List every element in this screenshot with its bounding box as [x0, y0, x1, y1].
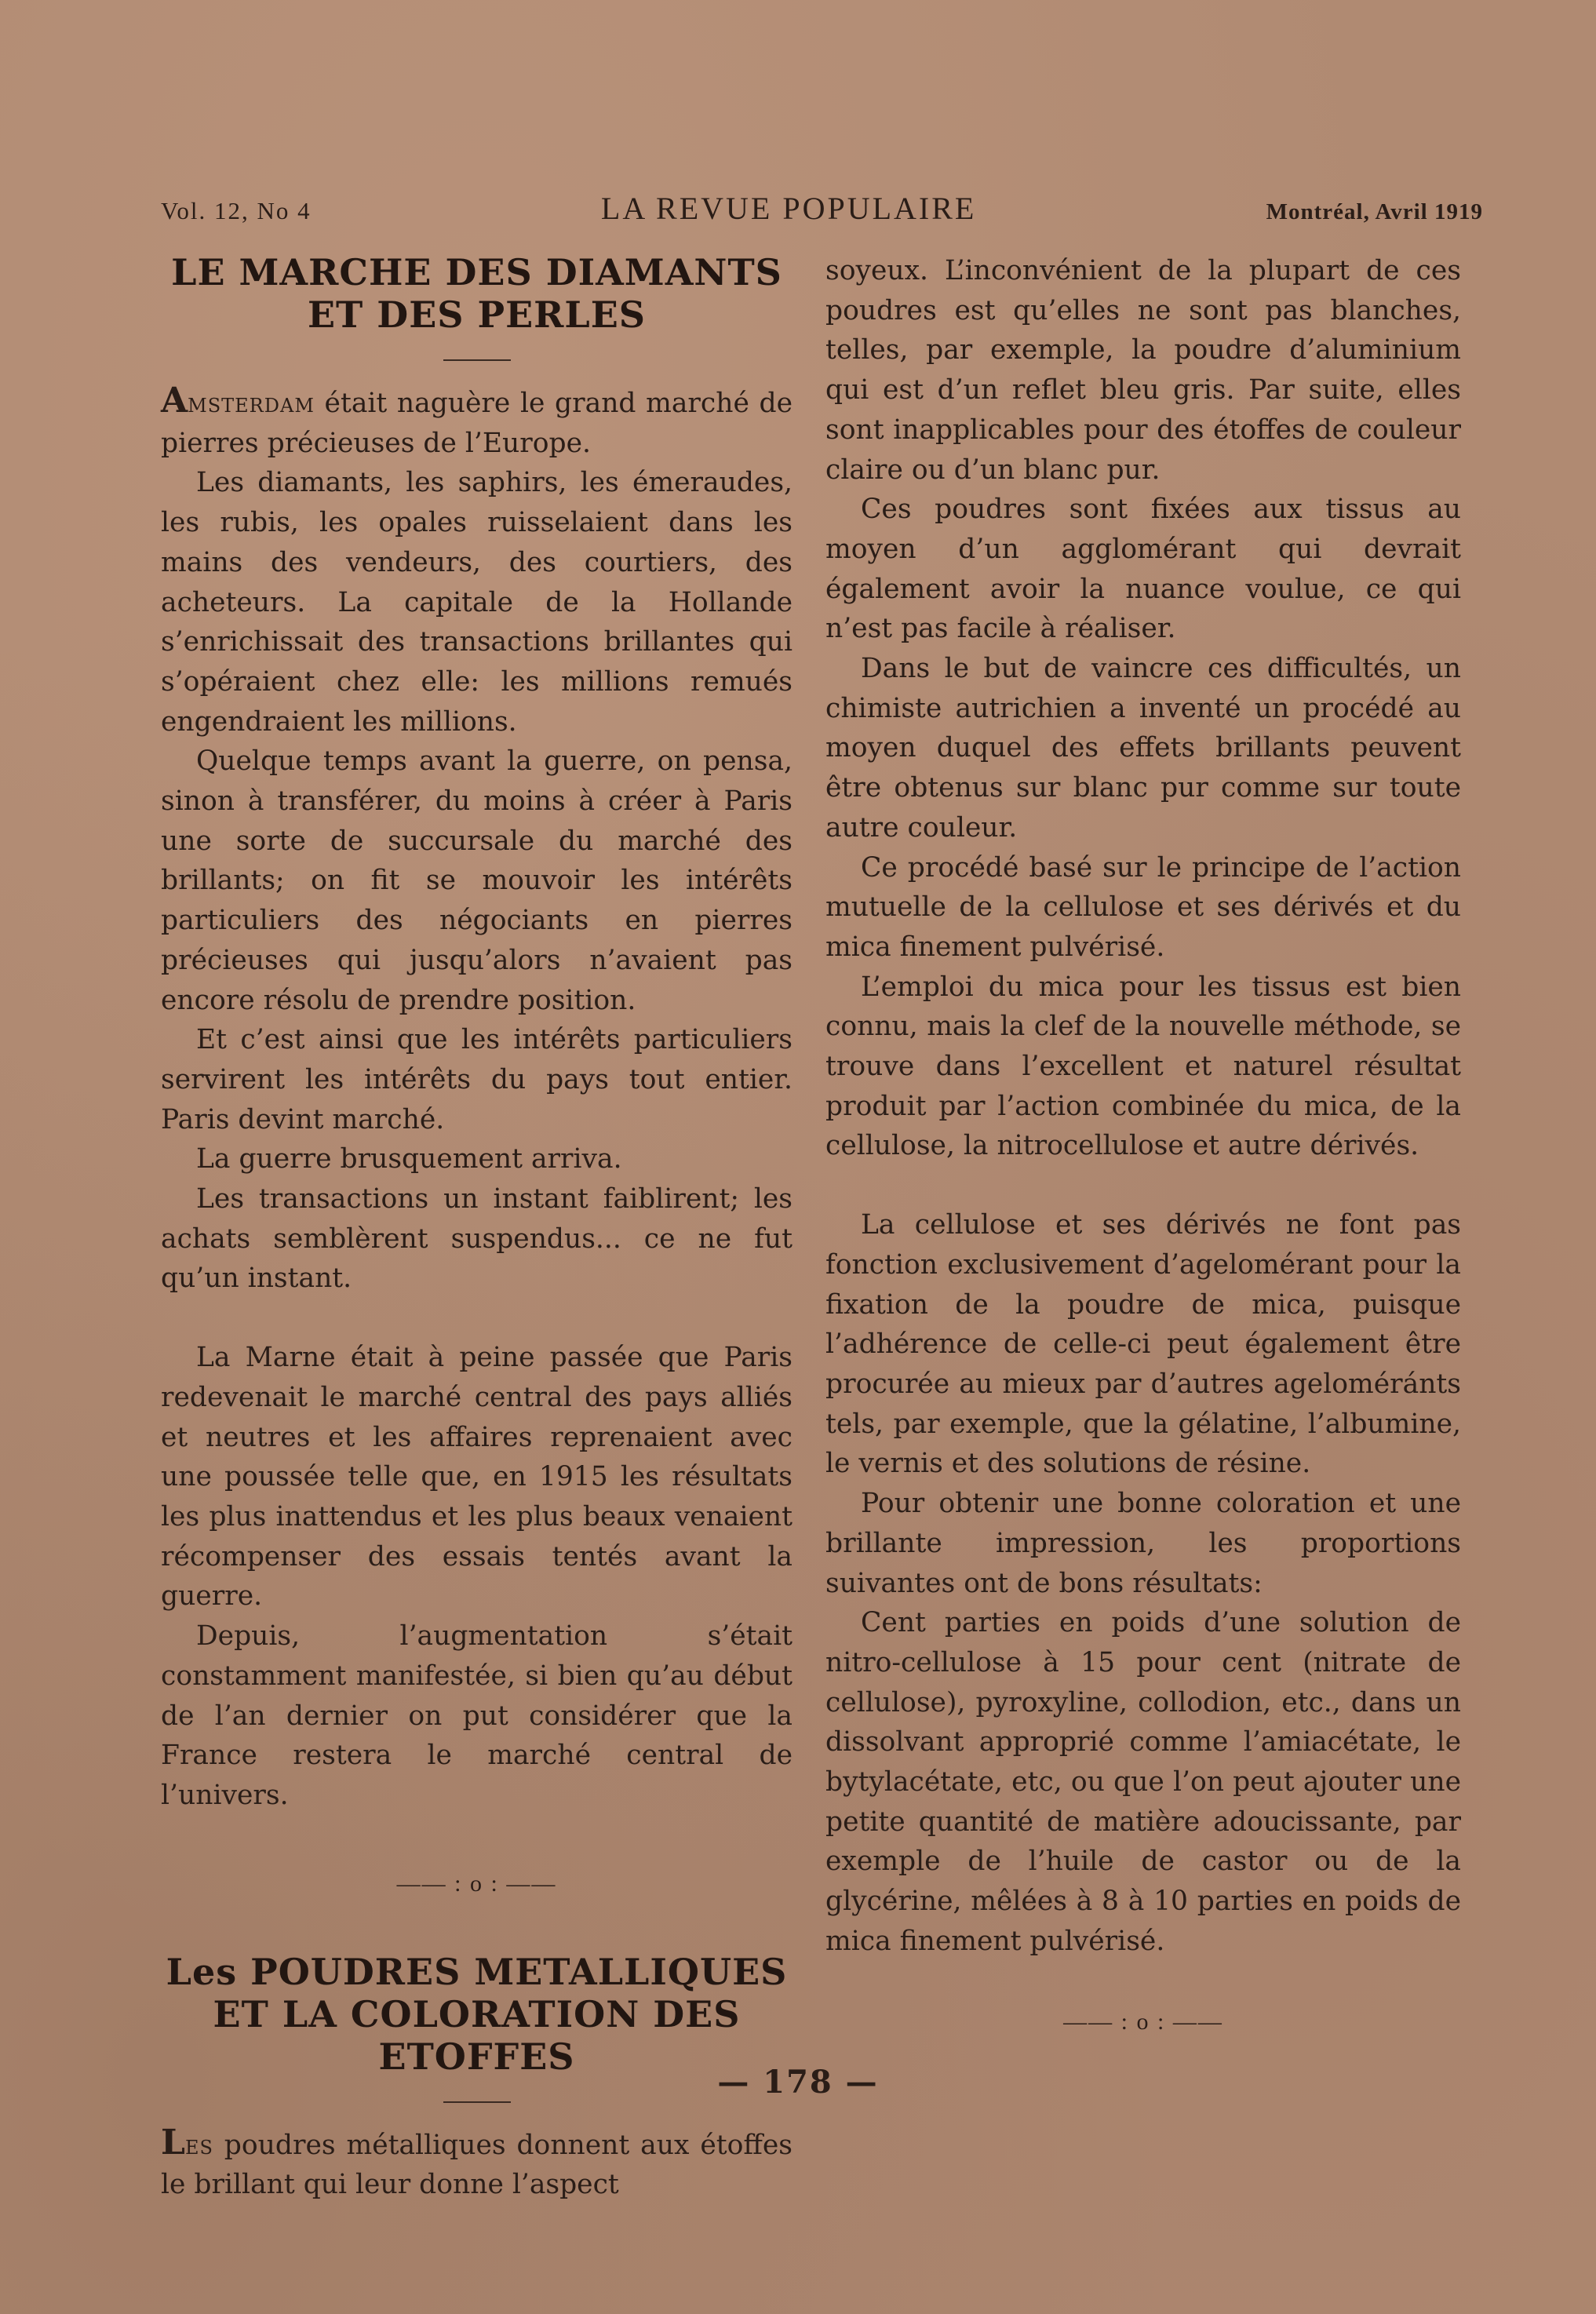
article2-continuation: soyeux. L’inconvénient de la plupart de ces poudres est qu’elles ne sont pas blanches, telles, par exemple, la poudre d’aluminium qui est d’un reflet bleu gris. Par suite, elles sont inapplicables pour des étoffes de couleur claire ou d’un blanc pur.: [825, 255, 1461, 486]
volume-number: Vol. 12, No 4: [161, 197, 312, 224]
article2-paragraph: L’emploi du mica pour les tissus est bien connu, mais la clef de la nouvelle méthode, se trouve dans l’excellent et naturel résultat produit par l’action combinée du mica, de la cellulose, la nitrocellulose et autre dérivés.: [825, 971, 1461, 1162]
article2-title-line1: Les POUDRES METALLIQUES: [166, 1950, 788, 1993]
article-separator: —— : o : ——: [396, 1870, 557, 1897]
article2-paragraph: Cent parties en poids d’une solution de nitro-cellulose à 15 pour cent (nitrate de cellulose), pyroxyline, collodion, etc., dans un dissolvant approprié comme l’amiacétate, le bytylacétate, etc, ou que l’on peut ajouter une petite quantité de matière adoucissante, par exemple de l’huile de castor ou de la glycérine, mêlées à 8 à 10 parties en poids de mica finement pulvérisé.: [825, 1607, 1461, 1957]
title-rule: [443, 2101, 511, 2103]
article1-paragraph: Les diamants, les saphirs, les émeraudes, les rubis, les opales ruisselaient dans les mains des vendeurs, des courtiers, des acheteurs. La capitale de la Hollande s’enrichissait des transactions brillantes qui s’opéraient chez elle: les millions remués engendraient les millions.: [161, 467, 793, 738]
article-separator: —— : o : ——: [1063, 2008, 1223, 2035]
article1-paragraph: Les transactions un instant faiblirent; les achats semblèrent suspendus... ce ne fut qu’un instant.: [161, 1183, 793, 1295]
article2-paragraph: Pour obtenir une bonne coloration et une brillante impression, les proportions suivantes ont de bons résultats:: [825, 1488, 1461, 1599]
article2-paragraph: La cellulose et ses dérivés ne font pas fonction exclusivement d’agelomérant pour la fixation de la poudre de mica, puisque l’adhérence de celle-ci peut également être procurée au mieux par d’autres ageloméránts tels, par exemple, que la gélatine, l’albumine, le vernis et des solutions de résine.: [825, 1209, 1461, 1480]
article1-paragraph: Depuis, l’augmentation s’était constamment manifestée, si bien qu’au début de l’an dernier on put considérer que la France restera le marché central de l’univers.: [161, 1620, 793, 1811]
article1-title-line2: ET DES PERLES: [308, 293, 646, 336]
article1-paragraph: Quelque temps avant la guerre, on pensa, sinon à transférer, du moins à créer à Paris une sorte de succursale du marché des brillants; on fit se mouvoir les intérêts particuliers des négociants en pierres précieuses qui jusqu’alors n’avaient pas encore résolu de prendre position.: [161, 745, 793, 1016]
title-rule: [443, 359, 511, 361]
lead-text: était naguère le grand marché de pierres précieuses de l’Europe.: [161, 388, 793, 459]
right-column: [825, 251, 1461, 2035]
article1-title-line1: LE MARCHE DES DIAMANTS: [171, 251, 782, 293]
article2-paragraph: Dans le but de vaincre ces difficultés, un chimiste autrichien a inventé un procédé au moyen duquel des effets brillants peuvent être obtenus sur blanc pur comme sur toute autre couleur.: [825, 653, 1461, 844]
lead-text: poudres métalliques donnent aux étoffes le brillant qui leur donne l’aspect: [161, 2129, 793, 2201]
page-number: — 178 —: [717, 2064, 879, 2101]
place-date: Montréal, Avril 1919: [1266, 199, 1483, 224]
article1-lead-paragraph: [161, 381, 793, 463]
article2-title-line2: ET LA COLORATION DES: [213, 1992, 741, 2035]
running-header: [161, 190, 1483, 229]
lead-smallcaps: msterdam: [188, 388, 315, 419]
article2-paragraph: Ces poudres sont fixées aux tissus au moyen d’un agglomérant qui devrait également avoir la nuance voulue, ce qui n’est pas facile à réaliser.: [825, 494, 1461, 645]
lead-initial: L: [161, 2122, 185, 2163]
left-column: [161, 251, 793, 2205]
lead-initial: A: [161, 381, 188, 421]
article2-lead-paragraph: [161, 2123, 793, 2205]
article1-title: [161, 251, 793, 336]
lead-smallcaps: es: [184, 2129, 213, 2161]
article2-title-line3: ETOFFES: [378, 2035, 575, 2078]
article1-paragraph: Et c’est ainsi que les intérêts particuliers servirent les intérêts du pays tout entier. Paris devint marché.: [161, 1024, 793, 1135]
publication-title: LA REVUE POPULAIRE: [600, 191, 977, 226]
article2-paragraph: Ce procédé basé sur le principe de l’action mutuelle de la cellulose et ses dérivés et du mica finement pulvérisé.: [825, 851, 1461, 963]
article1-paragraph: La Marne était à peine passée que Paris redevenait le marché central des pays alliés et neutres et les affaires reprenaient avec une poussée telle que, en 1915 les résultats les plus inattendus et les plus beaux venaient récompenser des essais tentés avant la guerre.: [161, 1342, 793, 1613]
article1-paragraph: La guerre brusquement arriva.: [196, 1143, 622, 1175]
article2-title: [161, 1951, 793, 2078]
